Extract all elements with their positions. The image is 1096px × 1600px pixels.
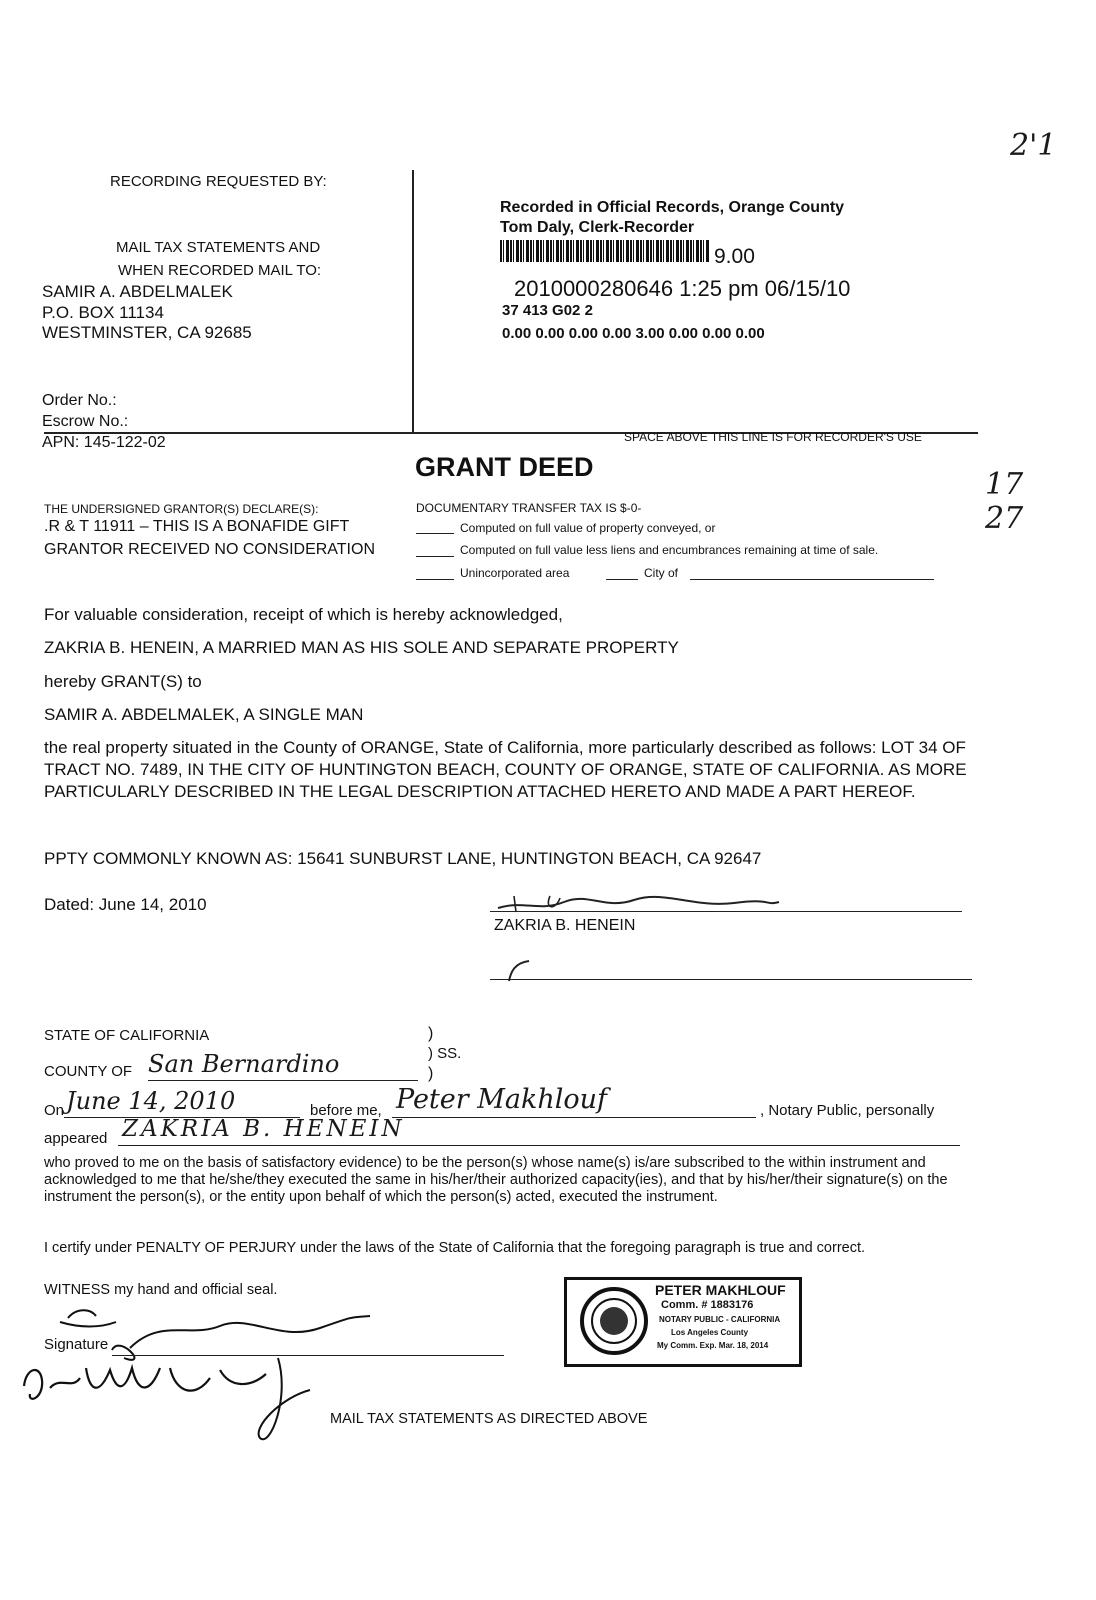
appeared-blank	[118, 1145, 960, 1146]
appeared-handwritten: ZAKRIA B. HENEIN	[122, 1116, 405, 1142]
grant-to-line: hereby GRANT(S) to	[44, 672, 202, 691]
before-me-label: before me,	[310, 1102, 382, 1119]
grantor-declare-header: THE UNDERSIGNED GRANTOR(S) DECLARE(S):	[44, 502, 319, 516]
grantor-signature-image	[494, 888, 784, 918]
signature-label: Signature	[44, 1336, 109, 1353]
tax-opt1-blank	[416, 533, 454, 534]
recorder-fee: 9.00	[714, 245, 755, 268]
mail-to-address1: P.O. BOX 11134	[42, 303, 164, 322]
stamp-title: NOTARY PUBLIC - CALIFORNIA	[659, 1315, 781, 1324]
notary-on-label: On	[44, 1102, 65, 1119]
notary-name-blank	[392, 1117, 756, 1118]
mail-to-address2: WESTMINSTER, CA 92685	[42, 323, 252, 342]
stamp-expiration: My Comm. Exp. Mar. 18, 2014	[657, 1341, 769, 1350]
tax-option1: Computed on full value of property conveyed, or	[460, 521, 716, 535]
grantor-signature-line	[490, 911, 962, 912]
transfer-tax-header: DOCUMENTARY TRANSFER TAX IS $-0-	[416, 501, 642, 515]
document-title: GRANT DEED	[415, 452, 594, 482]
notary-state: STATE OF CALIFORNIA	[44, 1027, 210, 1044]
notary-ss: ) SS.	[428, 1045, 462, 1062]
notary-proved-paragraph: who proved to me on the basis of satisfactory evidence) to be the person(s) whose name(s) is/are subscribed to the within instrument and acknowledged to me that he/she/they executed the same in his/her/their authorized capacity(ies), and that by his/her/their signature(s) on the instrument the person(s), or the entity upon behalf of which the person(s) acted, executed the instrument.	[44, 1155, 948, 1205]
apn: APN: 145-122-02	[42, 434, 166, 451]
notary-signature-image	[20, 1298, 380, 1448]
mail-tax-line2: WHEN RECORDED MAIL TO:	[118, 262, 322, 279]
mail-to-name: SAMIR A. ABDELMALEK	[42, 282, 233, 301]
stamp-comm: Comm. # 1883176	[661, 1299, 754, 1311]
notary-name-handwritten: Peter Makhlouf	[396, 1084, 608, 1115]
grantee-line: SAMIR A. ABDELMALEK, A SINGLE MAN	[44, 705, 364, 724]
county-blank	[148, 1080, 418, 1081]
notary-signature-line	[112, 1355, 504, 1356]
appeared-label: appeared	[44, 1130, 108, 1147]
recorder-line2: Tom Daly, Clerk-Recorder	[500, 219, 695, 236]
tax-opt3-blank	[416, 579, 454, 580]
declare-line2: GRANTOR RECEIVED NO CONSIDERATION	[44, 541, 375, 558]
order-no: Order No.:	[42, 392, 117, 409]
recorder-doc-line: 2010000280646 1:25 pm 06/15/10	[514, 276, 851, 301]
second-signature-line	[490, 979, 972, 980]
property-description: the real property situated in the County of ORANGE, State of California, more particularly described as follows: LOT 34 OF TRACT NO. 7489, IN THE CITY OF HUNTINGTON BEACH, COUNTY OF ORANGE, STATE OF CALIFORNIA. AS MORE PARTICULARLY DESCRIBED IN THE LEGAL DESCRIPTION ATTACHED HERETO AND MADE A PART HEREOF.	[44, 738, 967, 801]
notary-county-label: COUNTY OF	[44, 1063, 133, 1080]
recorder-barcode	[500, 240, 710, 262]
recorder-amounts: 0.00 0.00 0.00 0.00 3.00 0.00 0.00 0.00	[502, 325, 765, 342]
recording-requested-by: RECORDING REQUESTED BY:	[110, 173, 327, 190]
dated-line: Dated: June 14, 2010	[44, 895, 207, 914]
footer-mail-tax: MAIL TAX STATEMENTS AS DIRECTED ABOVE	[330, 1411, 648, 1427]
stamp-county: Los Angeles County	[671, 1328, 749, 1337]
margin-handwritten-mark: 17 27	[985, 467, 1024, 536]
header-vertical-divider	[412, 170, 414, 432]
recorder-line1: Recorded in Official Records, Orange County	[500, 199, 845, 216]
notary-public-label: , Notary Public, personally	[760, 1102, 935, 1119]
tax-opt2-blank	[416, 556, 454, 557]
state-seal-icon	[579, 1286, 649, 1356]
notary-certify-paragraph: I certify under PENALTY OF PERJURY under the laws of the State of California that the foregoing paragraph is true and correct.	[44, 1240, 866, 1256]
stamp-name: PETER MAKHLOUF	[655, 1282, 786, 1298]
tax-option3a: Unincorporated area	[460, 566, 570, 580]
city-of-blank	[690, 579, 934, 580]
tax-option3b: City of	[644, 566, 679, 580]
recorder-code-line: 37 413 G02 2	[502, 302, 593, 319]
space-above-note: SPACE ABOVE THIS LINE IS FOR RECORDER'S USE	[624, 430, 922, 444]
corner-handwritten-mark: 2'1	[1010, 128, 1057, 163]
grantor-line: ZAKRIA B. HENEIN, A MARRIED MAN AS HIS SOLE AND SEPARATE PROPERTY	[44, 638, 679, 657]
property-address: PPTY COMMONLY KNOWN AS: 15641 SUNBURST LANE, HUNTINGTON BEACH, CA 92647	[44, 849, 762, 868]
witness-line: WITNESS my hand and official seal.	[44, 1282, 278, 1298]
notary-date-handwritten: June 14, 2010	[66, 1087, 236, 1115]
notary-seal-stamp	[564, 1277, 802, 1367]
declare-line1: .R & T 11911 – THIS IS A BONAFIDE GIFT	[44, 518, 350, 535]
tax-opt3b-blank	[606, 579, 638, 580]
notary-county-handwritten: San Bernardino	[148, 1050, 340, 1078]
escrow-no: Escrow No.:	[42, 413, 129, 430]
mail-tax-line1: MAIL TAX STATEMENTS AND	[116, 239, 321, 256]
grantor-signer-name: ZAKRIA B. HENEIN	[494, 917, 636, 934]
tax-option2: Computed on full value less liens and encumbrances remaining at time of sale.	[460, 543, 879, 557]
consideration-line: For valuable consideration, receipt of which is hereby acknowledged,	[44, 605, 563, 624]
